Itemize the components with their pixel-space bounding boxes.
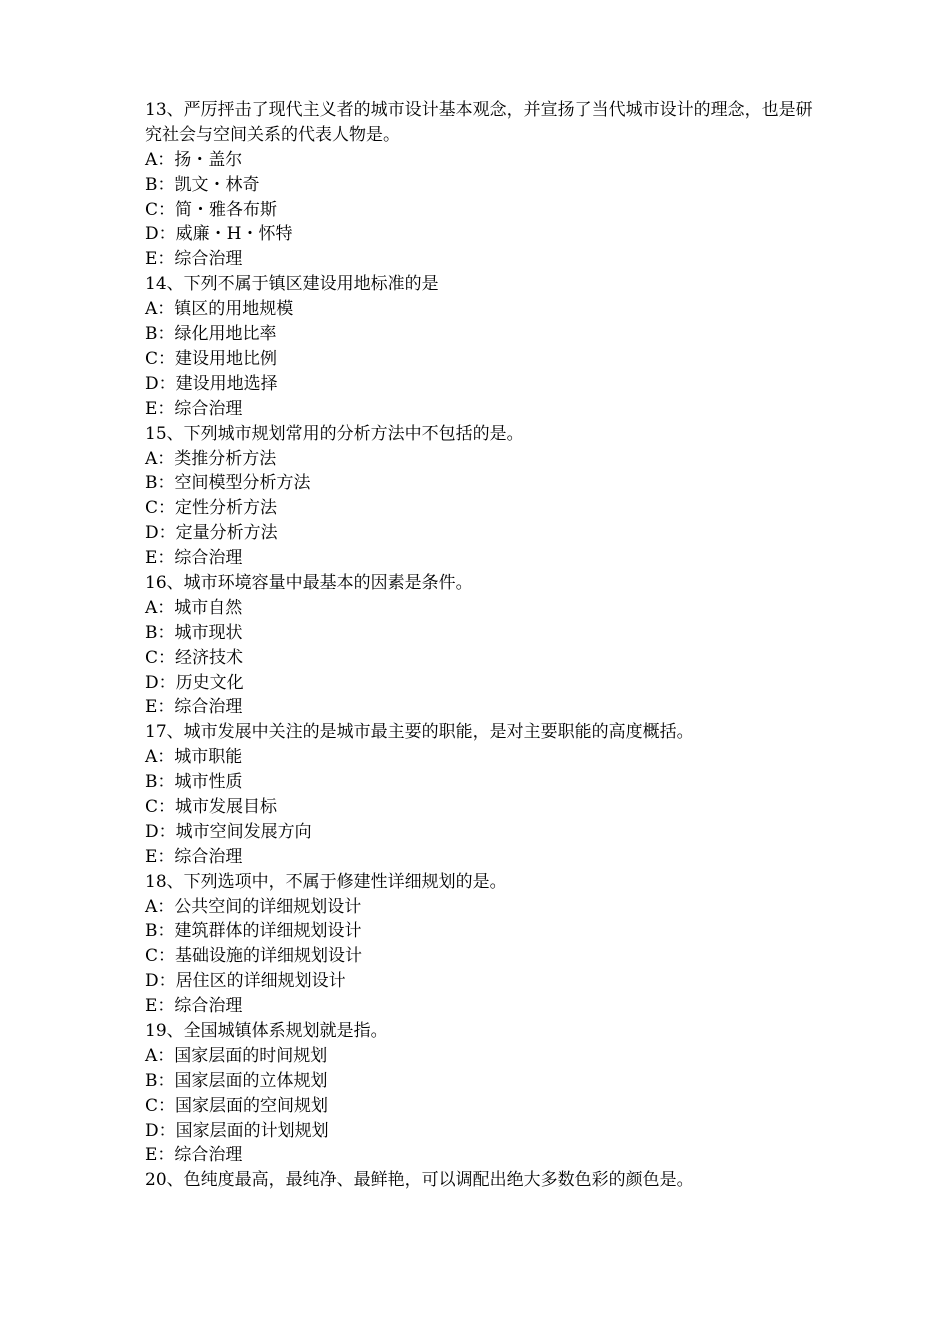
option-c: C：简・雅各布斯 bbox=[145, 199, 278, 220]
question-stem: 13、严厉抨击了现代主义者的城市设计基本观念，并宣扬了当代城市设计的理念，也是研究社会与空间关系的代表人物是。 bbox=[145, 100, 813, 145]
question-17 bbox=[145, 720, 825, 869]
question-stem: 18、下列选项中，不属于修建性详细规划的是。 bbox=[145, 871, 507, 892]
option-d: D：历史文化 bbox=[145, 672, 244, 693]
question-13 bbox=[145, 98, 825, 272]
option-b: B：凯文・林奇 bbox=[145, 174, 260, 195]
option-c: C：城市发展目标 bbox=[145, 796, 278, 817]
option-a: A：类推分析方法 bbox=[145, 448, 277, 469]
option-d: D：建设用地选择 bbox=[145, 373, 278, 394]
option-d: D：定量分析方法 bbox=[145, 523, 278, 544]
question-stem: 17、城市发展中关注的是城市最主要的职能，是对主要职能的高度概括。 bbox=[145, 722, 694, 743]
question-stem: 19、全国城镇体系规划就是指。 bbox=[145, 1020, 388, 1041]
option-e: E：综合治理 bbox=[145, 249, 243, 270]
option-e: E：综合治理 bbox=[145, 697, 243, 718]
option-a: A：扬・盖尔 bbox=[145, 149, 243, 170]
option-b: B：绿化用地比率 bbox=[145, 324, 277, 345]
option-e: E：综合治理 bbox=[145, 398, 243, 419]
option-e: E：综合治理 bbox=[145, 846, 243, 867]
option-e: E：综合治理 bbox=[145, 1145, 243, 1166]
option-c: C：经济技术 bbox=[145, 647, 244, 668]
question-19 bbox=[145, 1019, 825, 1168]
question-18 bbox=[145, 870, 825, 1019]
option-c: C：定性分析方法 bbox=[145, 498, 278, 519]
question-14 bbox=[145, 272, 825, 421]
question-20 bbox=[145, 1168, 825, 1193]
question-stem: 15、下列城市规划常用的分析方法中不包括的是。 bbox=[145, 423, 524, 444]
option-b: B：建筑群体的详细规划设计 bbox=[145, 921, 362, 942]
option-a: A：城市自然 bbox=[145, 597, 243, 618]
option-d: D：居住区的详细规划设计 bbox=[145, 971, 346, 992]
question-16 bbox=[145, 571, 825, 720]
option-c: C：国家层面的空间规划 bbox=[145, 1095, 329, 1116]
option-d: D：国家层面的计划规划 bbox=[145, 1120, 329, 1141]
option-a: A：镇区的用地规模 bbox=[145, 299, 294, 320]
option-b: B：城市现状 bbox=[145, 622, 243, 643]
question-stem: 14、下列不属于镇区建设用地标准的是 bbox=[145, 274, 439, 295]
option-d: D：威廉・H・怀特 bbox=[145, 224, 293, 245]
option-b: B：城市性质 bbox=[145, 772, 243, 793]
option-c: C：建设用地比例 bbox=[145, 348, 278, 369]
option-e: E：综合治理 bbox=[145, 548, 243, 569]
option-e: E：综合治理 bbox=[145, 996, 243, 1017]
option-b: B：空间模型分析方法 bbox=[145, 473, 311, 494]
question-stem: 20、色纯度最高，最纯净、最鲜艳，可以调配出绝大多数色彩的颜色是。 bbox=[145, 1170, 694, 1191]
option-a: A：城市职能 bbox=[145, 747, 243, 768]
option-d: D：城市空间发展方向 bbox=[145, 821, 312, 842]
option-a: A：国家层面的时间规划 bbox=[145, 1045, 328, 1066]
option-a: A：公共空间的详细规划设计 bbox=[145, 896, 362, 917]
question-15 bbox=[145, 422, 825, 571]
option-c: C：基础设施的详细规划设计 bbox=[145, 946, 363, 967]
option-b: B：国家层面的立体规划 bbox=[145, 1070, 328, 1091]
question-stem: 16、城市环境容量中最基本的因素是条件。 bbox=[145, 572, 473, 593]
question-list bbox=[145, 98, 825, 1193]
